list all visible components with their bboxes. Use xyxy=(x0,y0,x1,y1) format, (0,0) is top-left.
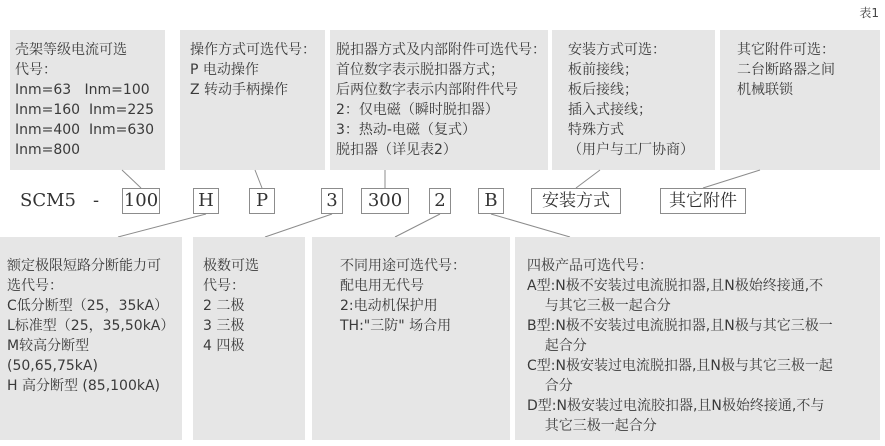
code-usage: 2 xyxy=(429,188,451,214)
box-line: A型:N极不安装过电流脱扣器,且N极始终接通,不 xyxy=(527,278,824,294)
connector-four-pole xyxy=(491,214,570,237)
connector-operation xyxy=(255,170,262,188)
code-release: 300 xyxy=(361,188,409,214)
box-line: 后两位数字表示内部附件代号 xyxy=(336,82,518,98)
box-line: C低分断型（25，35kA） xyxy=(7,298,169,314)
poles-box xyxy=(193,237,305,440)
box-line: 操作方式可选代号： xyxy=(190,42,316,58)
box-line: 代号： xyxy=(203,278,245,294)
box-line: D型:N极安装过电流胶扣器,且N极始终接通,不与 xyxy=(527,398,825,414)
box-line: 机械联锁 xyxy=(737,82,793,98)
connector-usage xyxy=(395,214,440,237)
model-dash: - xyxy=(93,190,100,211)
box-line: 2:电动机保护用 xyxy=(340,298,438,314)
box-line: 3 三极 xyxy=(203,318,245,334)
box-line: 壳架等级电流可选 xyxy=(15,42,127,58)
box-line: 首位数字表示脱扣器方式； xyxy=(336,62,504,78)
connector-installation xyxy=(576,170,600,188)
code-accessories: 其它附件 xyxy=(660,188,746,214)
box-line: 合分 xyxy=(527,378,573,394)
box-line: 3：热动-电磁（复式） xyxy=(336,122,476,138)
box-line: Inm=63 Inm=100 xyxy=(15,82,150,98)
box-line: 起合分 xyxy=(527,338,587,354)
box-line: 选代号： xyxy=(7,278,63,294)
box-line: 四极产品可选代号： xyxy=(527,258,653,274)
box-line: L标准型（25，35,50kA） xyxy=(7,318,175,334)
box-line: B型:N极不安装过电流脱扣器,且N极与其它三极一 xyxy=(527,318,833,334)
box-line: 插入式接线； xyxy=(568,102,652,118)
breaking-capacity-box xyxy=(0,237,182,440)
box-line: P 电动操作 xyxy=(190,62,259,78)
box-line: 额定极限短路分断能力可 xyxy=(7,258,161,274)
box-line: 脱扣器（详见表2） xyxy=(336,142,457,158)
box-line: 极数可选 xyxy=(203,258,259,274)
box-line: Inm=400 Inm=630 xyxy=(15,122,155,138)
connector-frame-current xyxy=(122,170,141,188)
code-operation: P xyxy=(249,188,275,214)
box-line: 其它附件可选： xyxy=(737,42,835,58)
connector-breaking-capacity xyxy=(118,214,206,237)
code-frame-current: 100 xyxy=(122,188,160,214)
box-line: 4 四极 xyxy=(203,338,245,354)
connector-accessories xyxy=(703,170,760,188)
box-line: （用户与工厂协商） xyxy=(568,142,694,158)
model-prefix: SCM5 xyxy=(20,190,76,211)
box-line: 配电用无代号 xyxy=(340,278,424,294)
box-line: M较高分断型 xyxy=(7,338,90,354)
code-four-pole: B xyxy=(478,188,504,214)
box-line: 与其它三极一起合分 xyxy=(527,298,671,314)
box-line: H 高分断型 (85,100kA) xyxy=(7,378,161,394)
code-installation: 安装方式 xyxy=(531,188,621,214)
box-line: Inm=800 xyxy=(15,142,81,158)
box-line: TH:"三防" 场合用 xyxy=(340,318,452,334)
connector-poles xyxy=(265,214,332,237)
box-line: 其它三极一起合分 xyxy=(527,418,657,434)
box-line: 板后接线； xyxy=(568,82,638,98)
box-line: 脱扣器方式及内部附件可选代号： xyxy=(336,42,546,58)
box-line: 二台断路器之间 xyxy=(737,62,835,78)
box-line: C型:N极安装过电流脱扣器,且N极与其它三极一起 xyxy=(527,358,833,374)
box-line: 安装方式可选： xyxy=(568,42,666,58)
box-line: 不同用途可选代号： xyxy=(340,258,466,274)
code-breaking-capacity: H xyxy=(193,188,219,214)
box-line: 2 二极 xyxy=(203,298,245,314)
box-line: Inm=160 Inm=225 xyxy=(15,102,155,118)
box-line: 代号： xyxy=(15,62,57,78)
box-line: 2：仅电磁（瞬时脱扣器） xyxy=(336,102,499,118)
table-label: 表1 xyxy=(859,6,879,20)
code-poles: 3 xyxy=(321,188,343,214)
usage-box xyxy=(312,237,510,440)
box-line: Z 转动手柄操作 xyxy=(190,82,289,98)
box-line: 板前接线； xyxy=(568,62,638,78)
box-line: 特殊方式 xyxy=(568,122,624,138)
box-line: (50,65,75kA) xyxy=(7,358,98,374)
four-pole-box xyxy=(515,237,880,440)
